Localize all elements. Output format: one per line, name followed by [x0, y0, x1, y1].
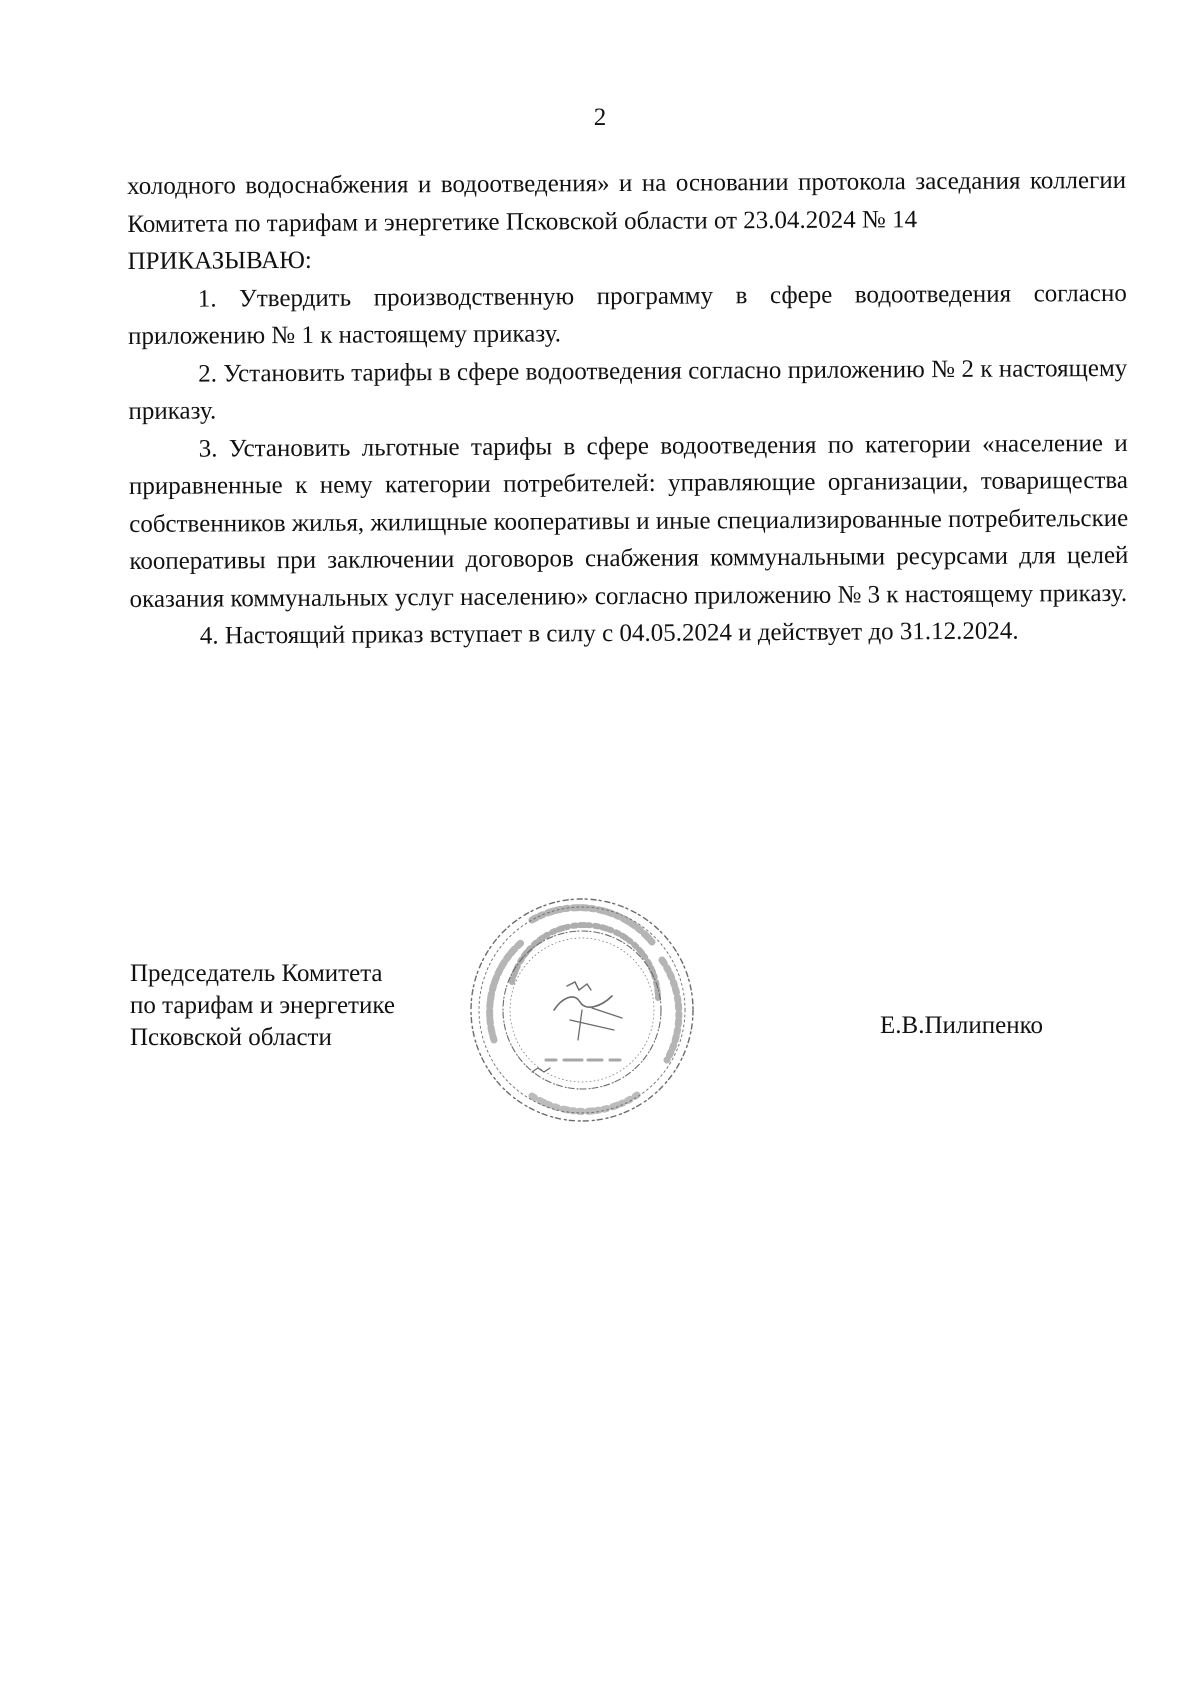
- signatory-position-line-1: Председатель Комитета: [130, 960, 383, 987]
- page-number: 2: [593, 104, 607, 131]
- order-body: [127, 162, 1129, 656]
- order-item-3: 3. Установить льготные тарифы в сфере водоотведения по категории «население и приравненные к нему категории потребителей: управляющие организации, товарищества собственников жилья, жилищные кооперативы и иные специализированные потребительские кооперативы при заключении договоров снабжения коммунальными ресурсами для целей оказания коммунальных услуг населению» согласно приложению № 3 к настоящему приказу.: [128, 429, 1129, 613]
- signatory-position-line-3: Псковской области: [130, 1024, 332, 1051]
- official-seal-icon: [462, 890, 702, 1130]
- order-item-1: 1. Утвердить производственную программу в сфере водоотведения согласно приложению № 1 к настоящему приказу.: [127, 279, 1127, 350]
- signatory-name: Е.В.Пилипенко: [880, 1012, 1043, 1039]
- signatory-position-line-2: по тарифам и энергетике: [130, 992, 395, 1019]
- intro-paragraph: холодного водоснабжения и водоотведения» и на основании протокола заседания коллегии Комитета по тарифам и энергетике Псковской области от 23.04.2024 № 14: [127, 166, 1127, 238]
- order-keyword: ПРИКАЗЫВАЮ:: [127, 246, 312, 275]
- order-item-2: 2. Установить тарифы в сфере водоотведения согласно приложению № 2 к настоящему приказу.: [128, 354, 1128, 425]
- signatory-position: [130, 958, 395, 1054]
- order-item-4: 4. Настоящий приказ вступает в силу с 04.05.2024 и действует до 31.12.2024.: [199, 617, 1019, 650]
